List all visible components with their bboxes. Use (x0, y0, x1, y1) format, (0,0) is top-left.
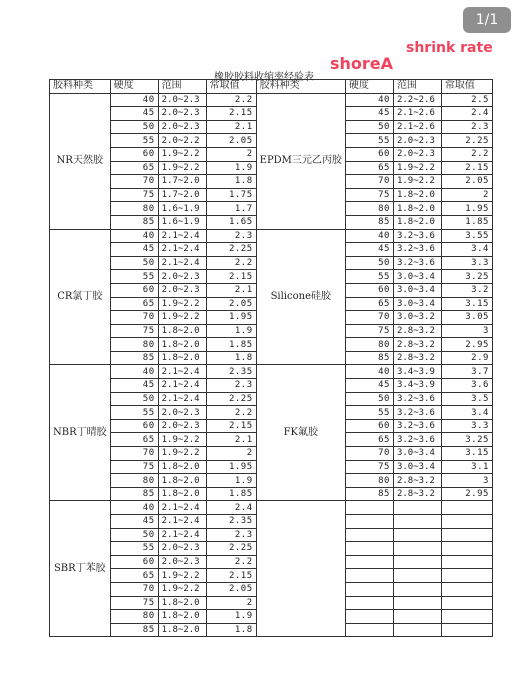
range-cell: 2.0~2.3 (393, 134, 441, 148)
header-row (50, 80, 493, 94)
empty-cell (256, 501, 345, 637)
value-cell: 1.75 (206, 188, 256, 202)
range-cell: 1.9~2.2 (158, 569, 206, 583)
range-cell: 2.8~3.2 (393, 474, 441, 488)
range-cell: 2.0~2.2 (158, 134, 206, 148)
hardness-cell: 60 (110, 555, 158, 569)
value-cell: 3.55 (441, 229, 492, 243)
value-cell: 1.85 (206, 487, 256, 501)
range-cell: 3.2~3.6 (393, 243, 441, 257)
value-cell: 2.3 (206, 229, 256, 243)
empty-cell (441, 596, 492, 610)
hardness-cell: 75 (110, 460, 158, 474)
value-cell: 1.85 (206, 338, 256, 352)
range-cell: 2.8~3.2 (393, 351, 441, 365)
value-cell: 2.95 (441, 487, 492, 501)
value-cell: 3.1 (441, 460, 492, 474)
hardness-cell: 75 (110, 188, 158, 202)
hardness-cell: 70 (110, 447, 158, 461)
value-cell: 2.3 (206, 528, 256, 542)
column-header: 硬度 (345, 80, 393, 94)
empty-cell (345, 528, 393, 542)
hardness-cell: 45 (345, 107, 393, 121)
empty-cell (441, 528, 492, 542)
material-name-cell: CR氯丁胶 (50, 229, 111, 365)
range-cell: 3.0~3.4 (393, 283, 441, 297)
range-cell: 3.2~3.6 (393, 229, 441, 243)
range-cell: 3.0~3.4 (393, 447, 441, 461)
value-cell: 2.4 (441, 107, 492, 121)
value-cell: 2.9 (441, 351, 492, 365)
hardness-cell: 55 (345, 134, 393, 148)
value-cell: 2.15 (206, 270, 256, 284)
value-cell: 3.25 (441, 270, 492, 284)
column-header: 胶料种类 (50, 80, 111, 94)
value-cell: 2.35 (206, 365, 256, 379)
hardness-cell: 50 (110, 392, 158, 406)
range-cell: 3.2~3.6 (393, 419, 441, 433)
hardness-cell: 60 (345, 283, 393, 297)
range-cell: 2.1~2.4 (158, 501, 206, 515)
empty-cell (441, 555, 492, 569)
empty-cell (393, 582, 441, 596)
range-cell: 1.8~2.0 (158, 623, 206, 637)
range-cell: 3.0~3.4 (393, 297, 441, 311)
value-cell: 2.1 (206, 283, 256, 297)
value-cell: 2.4 (206, 501, 256, 515)
hardness-cell: 85 (110, 487, 158, 501)
hardness-cell: 75 (345, 324, 393, 338)
hardness-cell: 60 (110, 283, 158, 297)
range-cell: 1.7~2.0 (158, 188, 206, 202)
column-header: 硬度 (110, 80, 158, 94)
range-cell: 1.6~1.9 (158, 215, 206, 229)
hardness-cell: 55 (345, 406, 393, 420)
hardness-cell: 65 (345, 161, 393, 175)
hardness-cell: 65 (345, 433, 393, 447)
hardness-cell: 75 (110, 596, 158, 610)
range-cell: 3.2~3.6 (393, 392, 441, 406)
hardness-cell: 70 (110, 311, 158, 325)
empty-cell (441, 582, 492, 596)
range-cell: 3.0~3.2 (393, 311, 441, 325)
shrinkage-table (49, 79, 493, 637)
range-cell: 1.9~2.2 (393, 161, 441, 175)
material-name-cell: SBR丁苯胶 (50, 501, 111, 637)
value-cell: 2 (441, 188, 492, 202)
empty-cell (393, 555, 441, 569)
hardness-cell: 80 (110, 474, 158, 488)
value-cell: 2.05 (206, 134, 256, 148)
hardness-cell: 50 (110, 120, 158, 134)
range-cell: 3.0~3.4 (393, 270, 441, 284)
range-cell: 1.8~2.0 (158, 338, 206, 352)
value-cell: 2.05 (206, 297, 256, 311)
value-cell: 3 (441, 474, 492, 488)
empty-cell (345, 501, 393, 515)
value-cell: 2.2 (206, 93, 256, 107)
value-cell: 1.95 (206, 311, 256, 325)
value-cell: 2.05 (441, 175, 492, 189)
range-cell: 2.1~2.4 (158, 229, 206, 243)
empty-cell (393, 610, 441, 624)
value-cell: 3.4 (441, 406, 492, 420)
range-cell: 2.0~2.3 (158, 120, 206, 134)
range-cell: 1.8~2.0 (158, 351, 206, 365)
hardness-cell: 80 (345, 338, 393, 352)
empty-cell (393, 528, 441, 542)
table-row (50, 365, 493, 379)
hardness-cell: 70 (110, 175, 158, 189)
range-cell: 2.0~2.3 (158, 542, 206, 556)
range-cell: 1.8~2.0 (158, 474, 206, 488)
range-cell: 2.1~2.6 (393, 107, 441, 121)
hardness-cell: 45 (345, 379, 393, 393)
empty-cell (441, 501, 492, 515)
table-row (50, 93, 493, 107)
value-cell: 2.15 (206, 419, 256, 433)
value-cell: 2 (206, 447, 256, 461)
hardness-cell: 65 (110, 433, 158, 447)
hardness-cell: 45 (110, 515, 158, 529)
value-cell: 2.15 (206, 107, 256, 121)
value-cell: 2.25 (206, 542, 256, 556)
hardness-cell: 55 (110, 542, 158, 556)
value-cell: 1.65 (206, 215, 256, 229)
range-cell: 1.6~1.9 (158, 202, 206, 216)
empty-cell (345, 596, 393, 610)
hardness-cell: 75 (345, 188, 393, 202)
range-cell: 1.8~2.0 (393, 188, 441, 202)
value-cell: 2.2 (206, 256, 256, 270)
value-cell: 2.25 (206, 243, 256, 257)
range-cell: 2.8~3.2 (393, 324, 441, 338)
range-cell: 1.8~2.0 (158, 610, 206, 624)
empty-cell (441, 542, 492, 556)
value-cell: 2.15 (441, 161, 492, 175)
material-name-cell: Silicone硅胶 (256, 229, 345, 365)
value-cell: 3.6 (441, 379, 492, 393)
empty-cell (441, 569, 492, 583)
hardness-cell: 70 (345, 311, 393, 325)
value-cell: 1.9 (206, 474, 256, 488)
empty-cell (441, 515, 492, 529)
range-cell: 1.8~2.0 (158, 596, 206, 610)
material-name-cell: NBR丁晴胶 (50, 365, 111, 501)
range-cell: 2.0~2.3 (158, 419, 206, 433)
value-cell: 2.2 (206, 406, 256, 420)
range-cell: 2.0~2.3 (393, 147, 441, 161)
hardness-cell: 40 (345, 93, 393, 107)
hardness-cell: 50 (345, 392, 393, 406)
hardness-cell: 45 (110, 107, 158, 121)
hardness-cell: 75 (110, 324, 158, 338)
range-cell: 1.7~2.0 (158, 175, 206, 189)
range-cell: 2.0~2.3 (158, 270, 206, 284)
hardness-cell: 50 (345, 256, 393, 270)
range-cell: 1.9~2.2 (158, 582, 206, 596)
range-cell: 1.9~2.2 (158, 447, 206, 461)
hardness-cell: 40 (110, 365, 158, 379)
empty-cell (393, 596, 441, 610)
range-cell: 2.1~2.4 (158, 243, 206, 257)
range-cell: 3.4~3.9 (393, 379, 441, 393)
hardness-cell: 50 (110, 528, 158, 542)
table-row (50, 501, 493, 515)
shore-hardness-annotation: shoreA (330, 54, 394, 73)
value-cell: 1.95 (441, 202, 492, 216)
value-cell: 1.9 (206, 161, 256, 175)
range-cell: 3.4~3.9 (393, 365, 441, 379)
hardness-cell: 45 (110, 243, 158, 257)
range-cell: 3.2~3.6 (393, 256, 441, 270)
range-cell: 2.0~2.3 (158, 107, 206, 121)
hardness-cell: 80 (110, 610, 158, 624)
range-cell: 2.0~2.3 (158, 93, 206, 107)
range-cell: 2.1~2.4 (158, 256, 206, 270)
range-cell: 2.1~2.4 (158, 365, 206, 379)
empty-cell (393, 515, 441, 529)
material-name-cell: EPDM三元乙丙胶 (256, 93, 345, 229)
value-cell: 3.2 (441, 283, 492, 297)
range-cell: 2.1~2.4 (158, 515, 206, 529)
empty-cell (345, 555, 393, 569)
range-cell: 2.0~2.3 (158, 555, 206, 569)
hardness-cell: 40 (345, 365, 393, 379)
value-cell: 3.15 (441, 297, 492, 311)
material-name-cell: NR天然胶 (50, 93, 111, 229)
range-cell: 1.8~2.0 (158, 460, 206, 474)
hardness-cell: 40 (110, 229, 158, 243)
value-cell: 2.25 (206, 392, 256, 406)
value-cell: 2.1 (206, 120, 256, 134)
column-header: 范围 (393, 80, 441, 94)
hardness-cell: 85 (345, 215, 393, 229)
column-header: 范围 (158, 80, 206, 94)
value-cell: 2.5 (441, 93, 492, 107)
value-cell: 3.05 (441, 311, 492, 325)
value-cell: 2.35 (206, 515, 256, 529)
table-row (50, 229, 493, 243)
range-cell: 1.8~2.0 (158, 324, 206, 338)
range-cell: 2.2~2.6 (393, 93, 441, 107)
empty-cell (345, 623, 393, 637)
value-cell: 3.25 (441, 433, 492, 447)
empty-cell (345, 610, 393, 624)
value-cell: 2.1 (206, 433, 256, 447)
hardness-cell: 85 (110, 351, 158, 365)
value-cell: 3.3 (441, 419, 492, 433)
hardness-cell: 85 (110, 623, 158, 637)
range-cell: 3.0~3.4 (393, 460, 441, 474)
hardness-cell: 65 (110, 161, 158, 175)
range-cell: 3.2~3.6 (393, 406, 441, 420)
value-cell: 2.3 (206, 379, 256, 393)
hardness-cell: 85 (345, 351, 393, 365)
hardness-cell: 45 (110, 379, 158, 393)
hardness-cell: 55 (110, 406, 158, 420)
hardness-cell: 80 (345, 202, 393, 216)
table-title: 橡胶胶料收缩率经验表 (214, 72, 314, 83)
hardness-cell: 80 (110, 202, 158, 216)
value-cell: 1.8 (206, 175, 256, 189)
empty-cell (393, 501, 441, 515)
range-cell: 1.9~2.2 (158, 161, 206, 175)
hardness-cell: 50 (345, 120, 393, 134)
empty-cell (345, 582, 393, 596)
range-cell: 2.8~3.2 (393, 487, 441, 501)
range-cell: 1.9~2.2 (393, 175, 441, 189)
hardness-cell: 60 (345, 419, 393, 433)
empty-cell (345, 569, 393, 583)
value-cell: 2 (206, 147, 256, 161)
value-cell: 1.8 (206, 623, 256, 637)
range-cell: 1.8~2.0 (393, 202, 441, 216)
hardness-cell: 80 (110, 338, 158, 352)
value-cell: 1.95 (206, 460, 256, 474)
empty-cell (441, 610, 492, 624)
empty-cell (345, 515, 393, 529)
value-cell: 2.05 (206, 582, 256, 596)
range-cell: 1.8~2.0 (393, 215, 441, 229)
value-cell: 1.85 (441, 215, 492, 229)
hardness-cell: 45 (345, 243, 393, 257)
hardness-cell: 40 (345, 229, 393, 243)
hardness-cell: 55 (110, 134, 158, 148)
page-counter-badge: 1/1 (463, 7, 511, 33)
range-cell: 1.8~2.0 (158, 487, 206, 501)
column-header: 常取值 (206, 80, 256, 94)
range-cell: 1.9~2.2 (158, 311, 206, 325)
column-header: 胶料种类 (256, 80, 345, 94)
hardness-cell: 60 (110, 419, 158, 433)
hardness-cell: 40 (110, 501, 158, 515)
value-cell: 1.7 (206, 202, 256, 216)
value-cell: 3.3 (441, 256, 492, 270)
value-cell: 2.3 (441, 120, 492, 134)
value-cell: 2.15 (206, 569, 256, 583)
value-cell: 2.25 (441, 134, 492, 148)
value-cell: 3.4 (441, 243, 492, 257)
range-cell: 3.2~3.6 (393, 433, 441, 447)
hardness-cell: 65 (110, 569, 158, 583)
hardness-cell: 85 (110, 215, 158, 229)
range-cell: 2.0~2.3 (158, 406, 206, 420)
empty-cell (393, 542, 441, 556)
hardness-cell: 50 (110, 256, 158, 270)
value-cell: 2.2 (441, 147, 492, 161)
empty-cell (345, 542, 393, 556)
value-cell: 1.9 (206, 324, 256, 338)
material-name-cell: FK氟胶 (256, 365, 345, 501)
range-cell: 2.8~3.2 (393, 338, 441, 352)
range-cell: 2.0~2.3 (158, 283, 206, 297)
hardness-cell: 65 (110, 297, 158, 311)
hardness-cell: 40 (110, 93, 158, 107)
range-cell: 2.1~2.4 (158, 379, 206, 393)
hardness-cell: 55 (345, 270, 393, 284)
hardness-cell: 70 (345, 175, 393, 189)
hardness-cell: 65 (345, 297, 393, 311)
hardness-cell: 85 (345, 487, 393, 501)
hardness-cell: 70 (110, 582, 158, 596)
hardness-cell: 60 (110, 147, 158, 161)
value-cell: 2.95 (441, 338, 492, 352)
empty-cell (393, 623, 441, 637)
shrink-rate-annotation: shrink rate (406, 40, 493, 56)
empty-cell (393, 569, 441, 583)
range-cell: 2.1~2.4 (158, 528, 206, 542)
range-cell: 1.9~2.2 (158, 297, 206, 311)
hardness-cell: 55 (110, 270, 158, 284)
value-cell: 1.8 (206, 351, 256, 365)
value-cell: 2 (206, 596, 256, 610)
value-cell: 2.2 (206, 555, 256, 569)
column-header: 常取值 (441, 80, 492, 94)
hardness-cell: 60 (345, 147, 393, 161)
value-cell: 3.7 (441, 365, 492, 379)
hardness-cell: 80 (345, 474, 393, 488)
empty-cell (441, 623, 492, 637)
range-cell: 1.9~2.2 (158, 147, 206, 161)
value-cell: 1.9 (206, 610, 256, 624)
value-cell: 3.15 (441, 447, 492, 461)
range-cell: 1.9~2.2 (158, 433, 206, 447)
hardness-cell: 75 (345, 460, 393, 474)
hardness-cell: 70 (345, 447, 393, 461)
range-cell: 2.1~2.4 (158, 392, 206, 406)
value-cell: 3 (441, 324, 492, 338)
range-cell: 2.1~2.6 (393, 120, 441, 134)
value-cell: 3.5 (441, 392, 492, 406)
